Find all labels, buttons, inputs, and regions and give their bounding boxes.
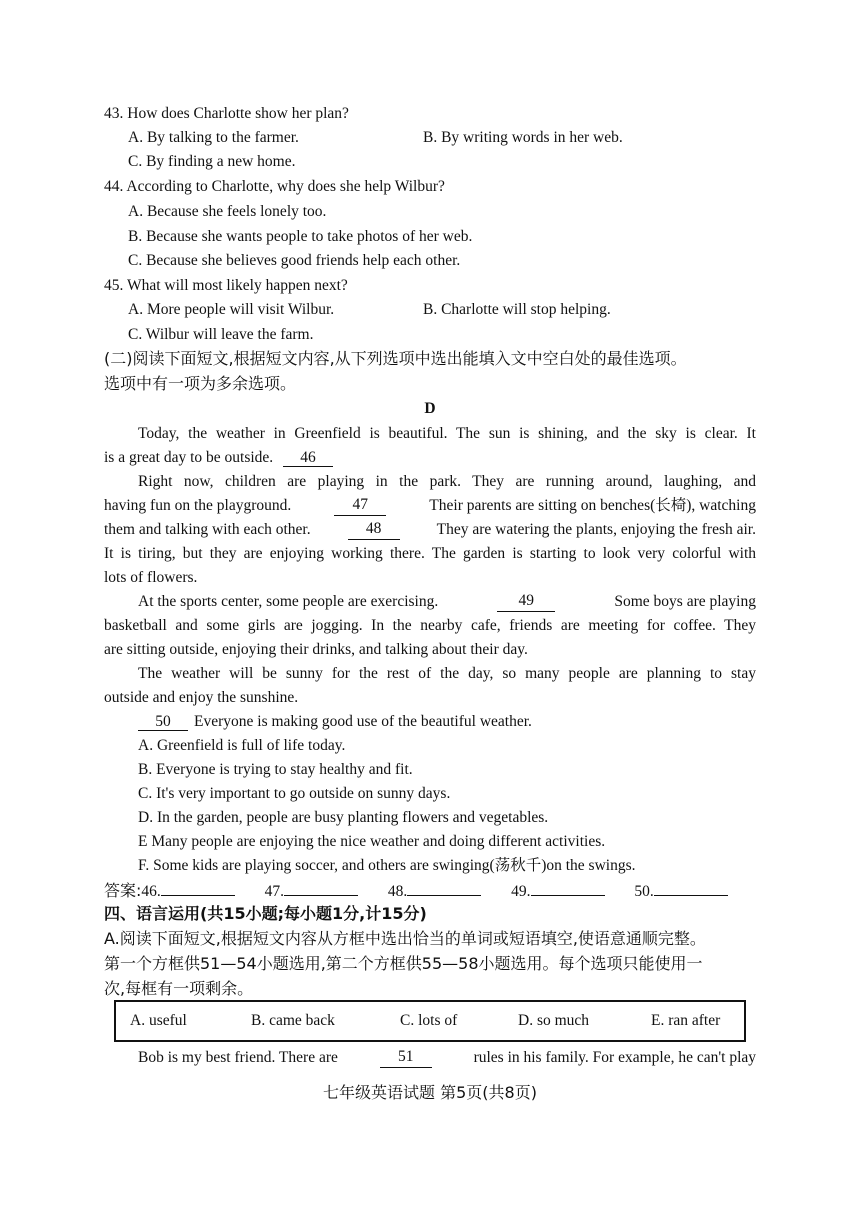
word-option-e: E. ran after [651, 1012, 721, 1029]
question-43-option-b: B. By writing words in her web. [423, 129, 623, 146]
section-4-instruction-line3: 次,每框有一项剩余。 [104, 979, 254, 998]
passage-text: Bob is my best friend. There are [138, 1049, 338, 1066]
answer-blank-46[interactable] [161, 880, 235, 896]
word-box [114, 1000, 746, 1042]
question-45-option-c: C. Wilbur will leave the farm. [128, 326, 314, 343]
section-4-instruction-line1: A.阅读下面短文,根据短文内容从方框中选出恰当的单词或短语填空,使语意通顺完整。 [104, 929, 706, 948]
answer-item-46: 46. [141, 883, 161, 900]
answer-blank-48[interactable] [407, 880, 481, 896]
word-option-c: C. lots of [400, 1012, 458, 1029]
section-4-title: 四、语言运用(共15小题;每小题1分,计15分) [104, 904, 427, 923]
passage-letter: D [424, 400, 436, 417]
section-4-passage-line1 [138, 1048, 756, 1068]
passage-p2-line5: lots of flowers. [104, 569, 198, 586]
answer-item-47: 47. [264, 883, 285, 900]
answer-item-49: 49. [511, 883, 531, 900]
blank-49: 49 [497, 592, 555, 612]
question-44-option-b: B. Because she wants people to take photos of her web. [128, 228, 473, 245]
answer-blank-47[interactable] [284, 880, 358, 896]
question-45-stem: 45. What will most likely happen next? [104, 277, 348, 294]
passage-p1-line1: Today, the weather in Greenfield is beautiful. The sun is shining, and the sky is clear. It [138, 425, 756, 442]
blank-51: 51 [380, 1048, 432, 1068]
passage-p2-line1: Right now, children are playing in the park. They are running around, laughing, and [138, 473, 756, 490]
passage-p3-line1 [138, 592, 756, 612]
answer-blank-50[interactable] [654, 880, 728, 896]
choice-c: C. It's very important to go outside on sunny days. [138, 785, 451, 802]
word-option-b: B. came back [251, 1012, 335, 1029]
passage-p2-line4: It is tiring, but they are enjoying working there. The garden is starting to look very colorful with [104, 545, 756, 562]
passage-p3-line2: basketball and some girls are jogging. In the nearby cafe, friends are meeting for coffee. They [104, 617, 756, 634]
question-45-option-b: B. Charlotte will stop helping. [423, 301, 611, 318]
word-option-a: A. useful [130, 1012, 187, 1029]
passage-text: Some boys are playing [614, 593, 756, 610]
passage-p3-line3: are sitting outside, enjoying their drinks, and talking about their day. [104, 641, 528, 658]
passage-p1-line2 [104, 448, 333, 468]
passage-text: Their parents are sitting on benches(长椅), watching [429, 497, 756, 514]
section-2-instruction-line1: (二)阅读下面短文,根据短文内容,从下列选项中选出能填入文中空白处的最佳选项。 [104, 349, 687, 368]
answer-item-48: 48. [387, 883, 408, 900]
passage-p4-line2: outside and enjoy the sunshine. [104, 689, 299, 706]
choice-d: D. In the garden, people are busy planting flowers and vegetables. [138, 809, 549, 826]
passage-p5 [138, 712, 532, 732]
passage-text: them and talking with each other. [104, 521, 311, 538]
question-44-option-c: C. Because she believes good friends help each other. [128, 252, 461, 269]
blank-50: 50 [138, 713, 188, 731]
blank-48: 48 [348, 520, 400, 540]
blank-46: 46 [283, 449, 333, 467]
section-2-instruction-line2: 选项中有一项为多余选项。 [104, 374, 297, 393]
question-43-option-c: C. By finding a new home. [128, 153, 296, 170]
answer-row [104, 880, 728, 902]
passage-p4-line1: The weather will be sunny for the rest of the day, so many people are planning to stay [138, 665, 756, 682]
choice-f: F. Some kids are playing soccer, and others are swinging(荡秋千)on the swings. [138, 857, 636, 874]
question-45-option-a: A. More people will visit Wilbur. [128, 301, 335, 318]
blank-47: 47 [334, 496, 386, 516]
passage-text: Everyone is making good use of the beautiful weather. [194, 713, 532, 730]
word-option-d: D. so much [518, 1012, 590, 1029]
question-43-option-a: A. By talking to the farmer. [128, 129, 299, 146]
answer-blank-49[interactable] [531, 880, 605, 896]
passage-text: having fun on the playground. [104, 497, 292, 514]
passage-text: rules in his family. For example, he can't play [473, 1049, 756, 1066]
question-44-stem: 44. According to Charlotte, why does she help Wilbur? [104, 178, 445, 195]
choice-a: A. Greenfield is full of life today. [138, 737, 346, 754]
choice-b: B. Everyone is trying to stay healthy and fit. [138, 761, 413, 778]
passage-text: At the sports center, some people are exercising. [138, 593, 439, 610]
page-footer: 七年级英语试题 第5页(共8页) [323, 1083, 537, 1102]
answer-label: 答案: [104, 881, 142, 900]
question-43-stem: 43. How does Charlotte show her plan? [104, 105, 349, 122]
passage-p2-line2 [104, 496, 756, 516]
choice-e: E Many people are enjoying the nice weather and doing different activities. [138, 833, 606, 850]
passage-text: They are watering the plants, enjoying the fresh air. [436, 521, 756, 538]
question-44-option-a: A. Because she feels lonely too. [128, 203, 327, 220]
passage-text: is a great day to be outside. [104, 449, 274, 466]
passage-p2-line3 [104, 520, 756, 540]
section-4-instruction-line2: 第一个方框供51—54小题选用,第二个方框供55—58小题选用。每个选项只能使用一 [104, 954, 703, 973]
answer-item-50: 50. [634, 883, 654, 900]
